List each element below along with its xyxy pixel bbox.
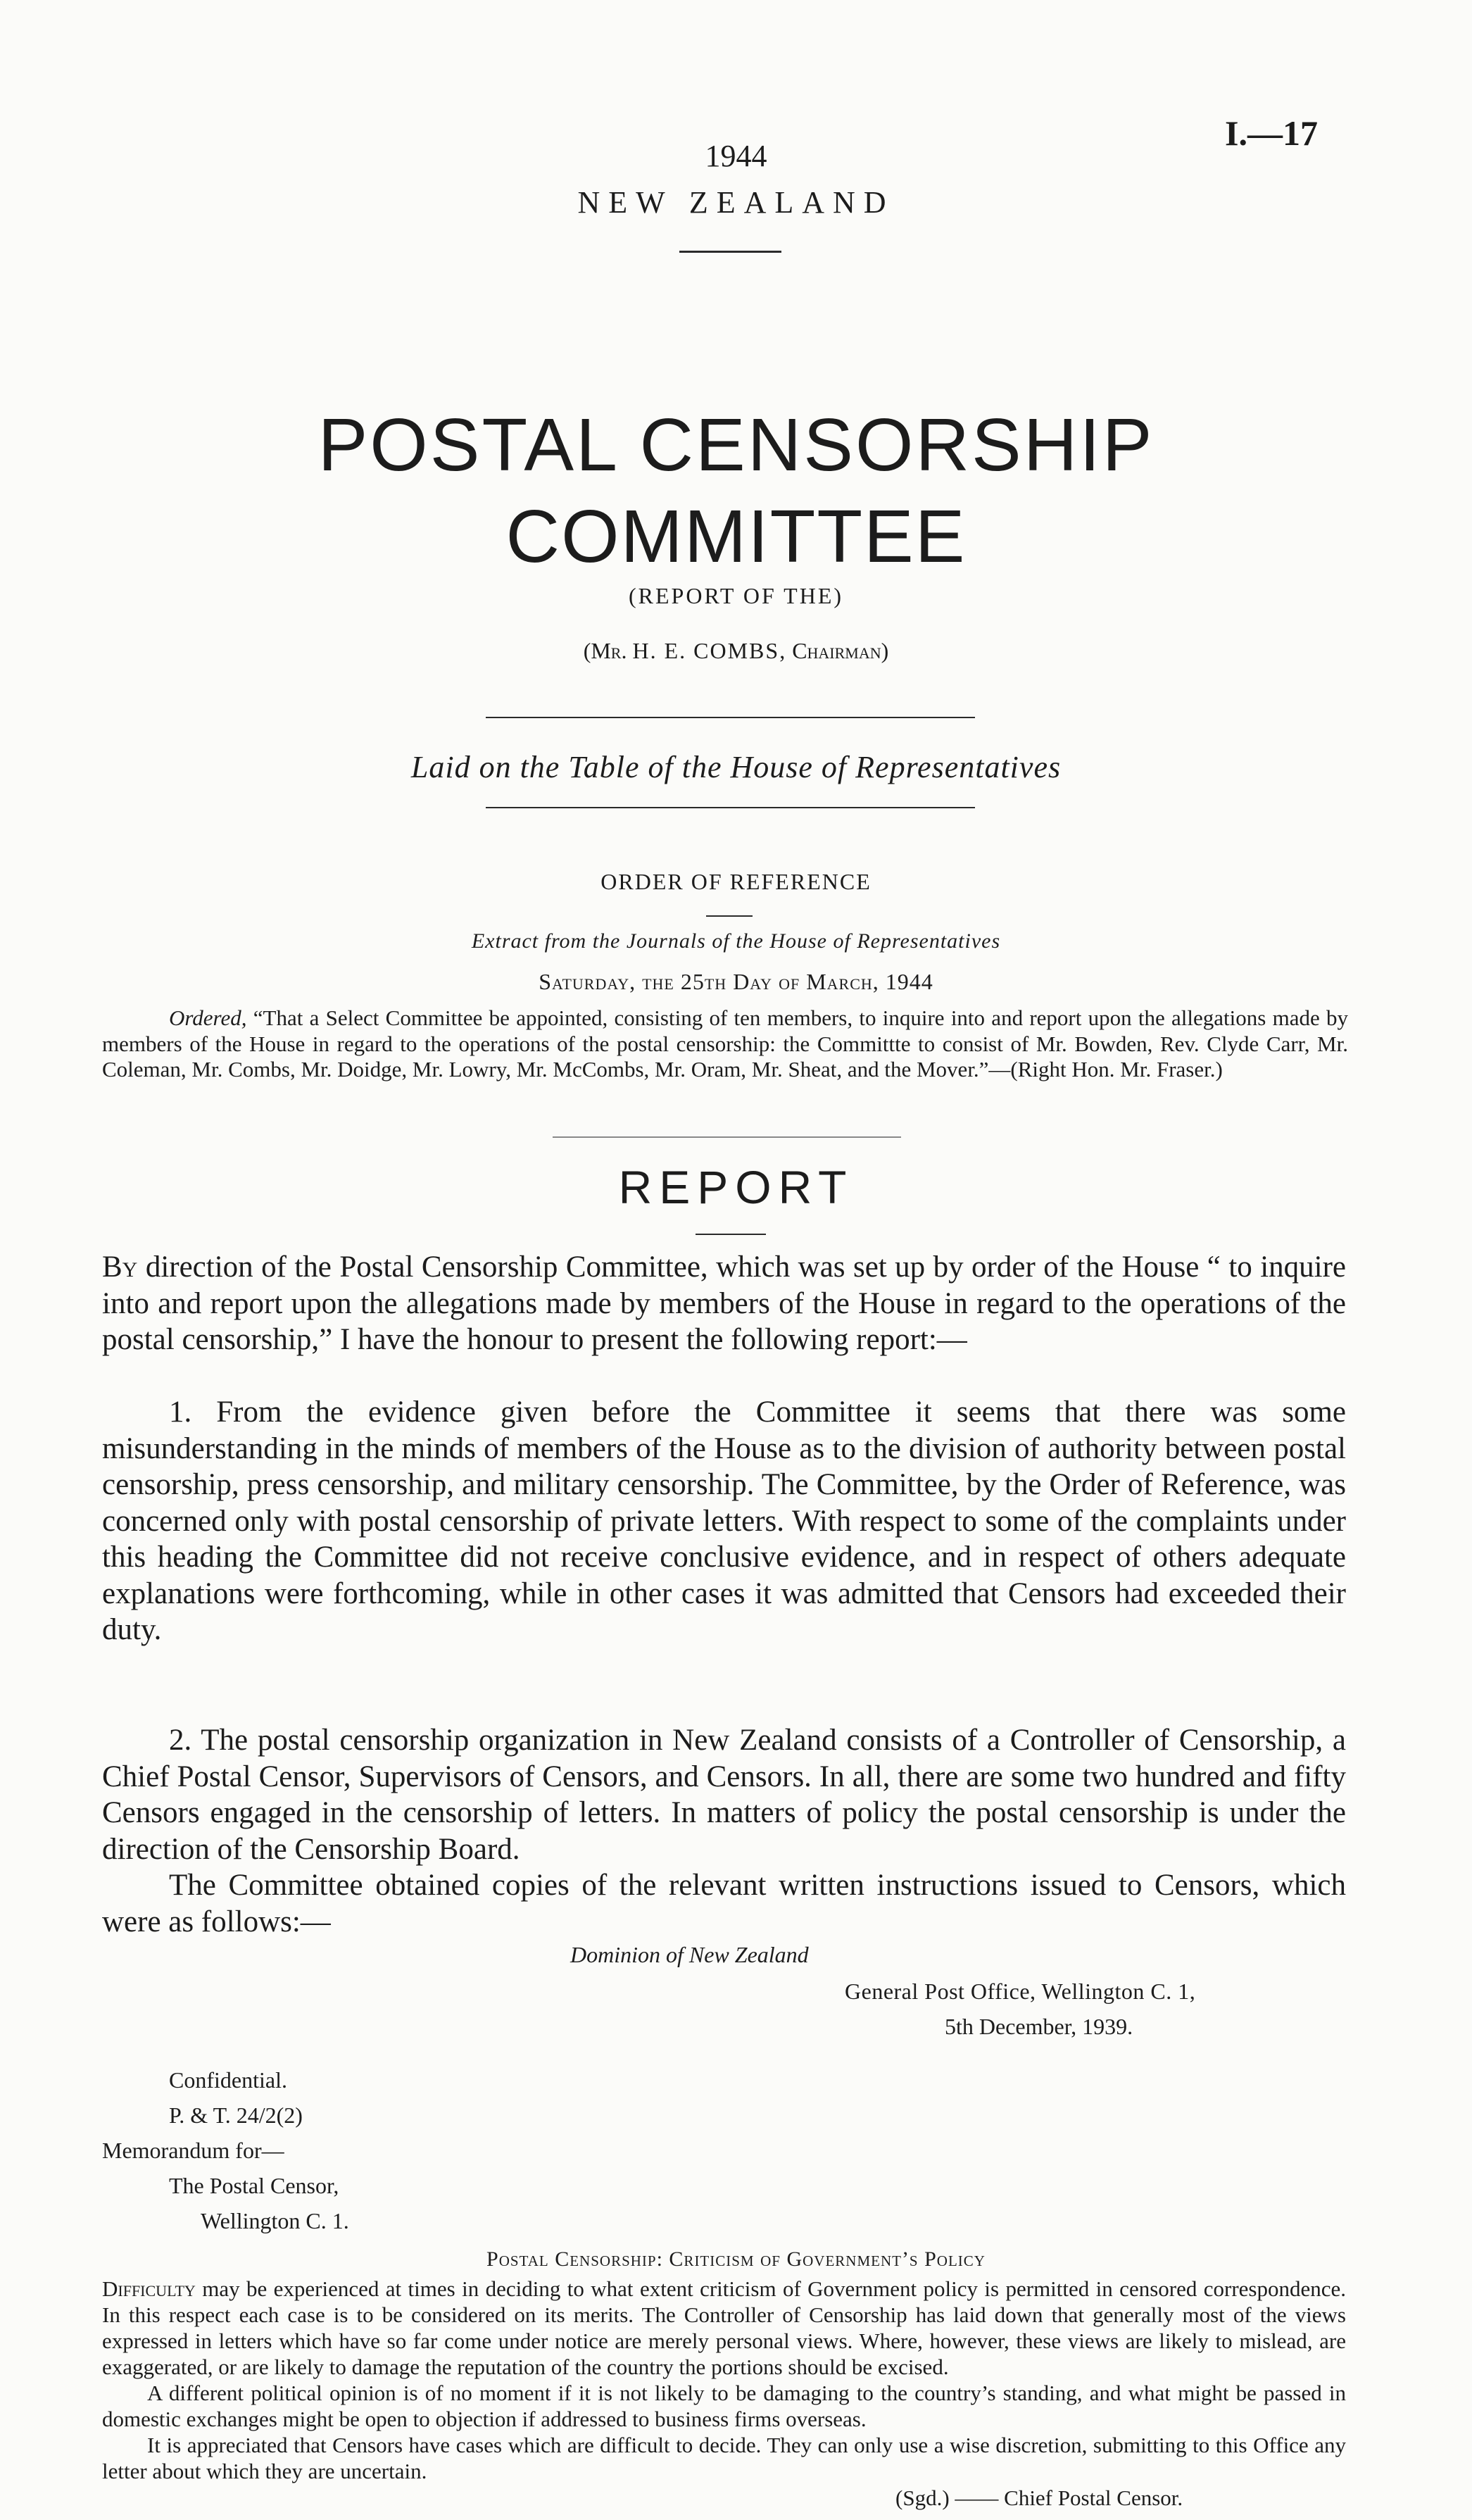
memo-office: General Post Office, Wellington C. 1, — [845, 1979, 1196, 2004]
report-intro — [102, 1249, 1346, 1358]
intro-lead: By — [102, 1250, 138, 1284]
laid-rule — [486, 807, 975, 808]
intro-text: direction of the Postal Censorship Committee, which was set up by order of the House “ to inquire into and report upon the allegations made by members of the House in regard to the operations of the postal censorship,” I have the honour to present the following report:— — [102, 1250, 1347, 1356]
memo-addressee: The Postal Censor, — [169, 2173, 339, 2198]
page-reference: I.—17 — [1225, 113, 1318, 153]
memo-paragraph-1 — [102, 2276, 1346, 2380]
report-heading: REPORT — [618, 1161, 854, 1213]
laid-on-table: Laid on the Table of the House of Representatives — [410, 750, 1062, 784]
memo-paragraph-3: It is appreciated that Censors have cases which are difficult to decide. They can only use a wise discretion, submitting to this Office any letter about which they are uncertain. — [102, 2433, 1346, 2483]
header-rule — [679, 251, 781, 253]
memo-p1-lead: Difficulty — [102, 2276, 196, 2301]
title-rule — [486, 717, 975, 718]
report-paragraph-1: 1. From the evidence given before the Committee it seems that there was some misunderstanding in the minds of members of the House as to the division of authority between postal censorship, press censorship, and military censorship. The Committee, by the Order of Reference, was concerned only with postal censorship of private letters. With respect to some of the complaints under this heading the Committee did not receive conclusive evidence, and in respect of others adequate explanations were forthcoming, while in other cases it was admitted that Censors had exceeded their duty. — [102, 1396, 1346, 1646]
order-text: “That a Select Committee be appointed, consisting of ten members, to inquire into and report upon the allegations made by members of the House in regard to the operations of the postal censorship: the Committte to consist of Mr. Bowden, Rev. Clyde Carr, Mr. Coleman, Mr. Combs, Mr. Doidge, Mr. Lowry, Mr. McCombs, Mr. Oram, Mr. Sheat, and the Mover.”—(Right Hon. Mr. Fraser.) — [102, 1005, 1349, 1082]
title-line-1: POSTAL CENSORSHIP — [317, 403, 1155, 487]
memo-dominion: Dominion of New Zealand — [570, 1942, 809, 1967]
memo-confidential: Confidential. — [169, 2067, 287, 2093]
chair-name: H. E. COMBS, — [632, 638, 787, 663]
memo-p1-text: may be experienced at times in deciding to what extent criticism of Government policy is permitted in censored correspondence. In this respect each case is to be considered on its merits. The Controller of Censorship has laid down that generally most of the views expressed in letters which have so far come under notice are merely personal views. Where, however, these views are likely to mislead, are exaggerated, or are likely to damage the reputation of the country the portions should be excised. — [102, 2276, 1347, 2379]
memo-for: Memorandum for— — [102, 2138, 284, 2163]
order-paragraph — [102, 1005, 1348, 1083]
memo-paragraph-2: A different political opinion is of no moment if it is not likely to be damaging to the country’s standing, and what might be passed in domestic exchanges might be open to objection if addressed to business firms overseas. — [102, 2381, 1346, 2431]
order-heading: ORDER OF REFERENCE — [600, 869, 872, 894]
order-rule — [706, 915, 753, 917]
chairman-line — [0, 638, 1472, 664]
report-rule — [696, 1234, 766, 1235]
subtitle: (REPORT OF THE) — [628, 583, 844, 608]
memo-subject: Postal Censorship: Criticism of Government’s Policy — [486, 2248, 986, 2271]
report-separator — [553, 1136, 901, 1138]
order-date: Saturday, the 25th Day of March, 1944 — [539, 969, 933, 994]
chair-suffix: Chairman) — [792, 638, 889, 663]
report-paragraph-3: The Committee obtained copies of the relevant written instructions issued to Censors, which were as follows:— — [102, 1869, 1346, 1938]
year: 1944 — [705, 139, 767, 173]
memo-address: Wellington C. 1. — [201, 2208, 349, 2233]
ordered-label: Ordered, — [169, 1005, 247, 1030]
chair-prefix: (Mr. — [583, 638, 627, 663]
journal-extract: Extract from the Journals of the House of Representatives — [471, 929, 1001, 953]
memo-date: 5th December, 1939. — [945, 2014, 1133, 2039]
country: NEW ZEALAND — [577, 185, 895, 220]
title-line-2: COMMITTEE — [505, 495, 967, 578]
memo-signature: (Sgd.) —— Chief Postal Censor. — [895, 2485, 1183, 2510]
report-paragraph-2: 2. The postal censorship organization in New Zealand consists of a Controller of Censorship, a Chief Postal Censor, Supervisors of Censors, and Censors. In all, there are some two hundred and fifty Censors engaged in the censorship of letters. In matters of policy the postal censorship is under the direction of the Censorship Board. — [102, 1724, 1346, 1866]
memo-file-ref: P. & T. 24/2(2) — [169, 2102, 303, 2128]
